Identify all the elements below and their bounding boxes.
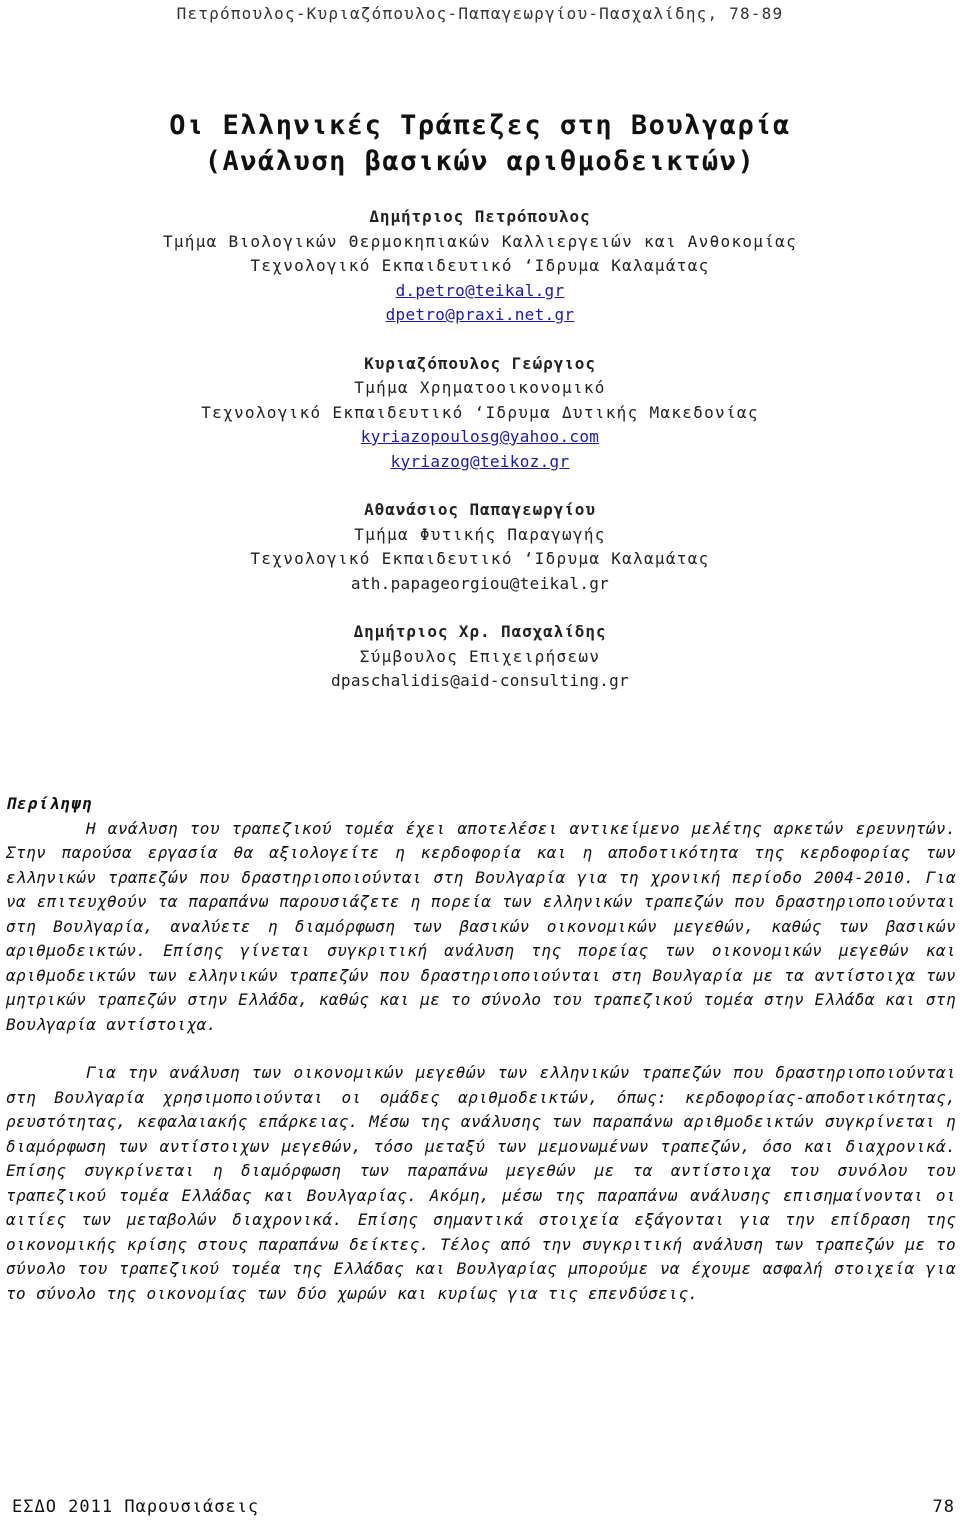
author-list	[0, 205, 960, 718]
author-email: dpaschalidis@aid-consulting.gr	[331, 671, 629, 690]
title-line-1: Οι Ελληνικές Τράπεζες στη Βουλγαρία	[169, 110, 791, 141]
author-email-link[interactable]: d.petro@teikal.gr	[395, 280, 565, 300]
footer-publication: ΕΣΔΟ 2011 Παρουσιάσεις	[12, 1497, 260, 1517]
author-institution: Τεχνολογικό Εκπαιδευτικό ‘Ιδρυμα Δυτικής Μακεδονίας	[201, 402, 759, 422]
author-block-papageorgiou	[0, 498, 960, 596]
abstract-section	[6, 792, 956, 1306]
abstract-heading: Περίληψη	[6, 794, 93, 813]
paper-title	[0, 108, 960, 180]
author-email: ath.papageorgiou@teikal.gr	[350, 573, 610, 593]
author-name: Δημήτριος Χρ. Πασχαλίδης	[353, 622, 607, 641]
author-block-paschalidis	[0, 620, 960, 694]
author-name: Κυριαζόπουλος Γεώργιος	[364, 353, 596, 373]
abstract-paragraph: Για την ανάλυση των οικονομικών μεγεθών των ελληνικών τραπεζών που δραστηριοποιούνται στη Βουλγαρία χρησιμοποιούνται οι ομάδες αριθμοδεικτών, όπως: κερδοφορίας-αποδοτικότητας, ρευστότητας, κεφαλαιακής επάρκειας. Μέσω της ανάλυσης των παραπάνω αριθμοδεικτών συγκρίνεται η διαμόρφωση των αντίστοιχων μεγεθών, τόσο μεταξύ των μεμονωμένων τραπεζών, όσο και διαχρονικά. Επίσης συγκρίνεται η διαμόρφωση των παραπάνω μεγεθών με τα αντίστοιχα του συνόλου του τραπεζικού τομέα Ελλάδας και Βουλγαρίας. Ακόμη, μέσω της παραπάνω ανάλυσης επισημαίνονται οι αιτίες των μεταβολών διαχρονικά. Επίσης σημαντικά στοιχεία εξάγονται για την επίδραση της οικονομικής κρίσης στους παραπάνω δείκτες. Τέλος από την συγκριτική ανάλυση των τραπεζών με το σύνολο του τραπεζικού τομέα της Ελλάδας και Βουλγαρίας μπορούμε να έχουμε ασφαλή στοιχεία για το σύνολο της οικονομίας των δύο χωρών και κυρίως για τις επενδύσεις.	[6, 1063, 956, 1303]
author-block-kyriazopoulos	[0, 352, 960, 475]
author-name: Δημήτριος Πετρόπουλος	[369, 207, 591, 226]
page-footer	[12, 1497, 955, 1517]
page-number: 78	[932, 1497, 955, 1517]
author-department: Τμήμα Βιολογικών Θερμοκηπιακών Καλλιεργειών και Ανθοκομίας	[162, 231, 798, 251]
author-institution: Τεχνολογικό Εκπαιδευτικό ‘Ιδρυμα Καλαμάτας	[250, 256, 710, 275]
author-department: Τμήμα Χρηματοοικονομικό	[354, 378, 606, 397]
author-block-petropoulos	[0, 205, 960, 328]
abstract-paragraph: Η ανάλυση του τραπεζικού τομέα έχει αποτελέσει αντικείμενο μελέτης αρκετών ερευνητών. Στην παρούσα εργασία θα αξιολογείτε η κερδοφορία και η αποδοτικότητα της κερδοφορίας των ελληνικών τραπεζών που δραστηριοποιούνται στη Βουλγαρία για τη χρονική περίοδο 2004-2010. Για να επιτευχθούν τα παραπάνω παρουσιάζετε η πορεία των ελληνικών τραπεζών που δραστηριοποιούνται στη Βουλγαρία, αναλύετε η διαμόρφωση των βασικών οικονομικών μεγεθών, καθώς των βασικών αριθμοδεικτών. Επίσης γίνεται συγκριτική ανάλυση της πορείας των οικονομικών μεγεθών και αριθμοδεικτών των ελληνικών τραπεζών που δραστηριοποιούνται στη Βουλγαρία με τα αντίστοιχα των μητρικών τραπεζών στην Ελλάδα, καθώς και με το σύνολο του τραπεζικού τομέα στην Ελλάδα και στη Βουλγαρία αντίστοιχα.	[6, 818, 956, 1034]
title-line-2: (Ανάλυση βασικών αριθμοδεικτών)	[204, 146, 756, 177]
author-name: Αθανάσιος Παπαγεωργίου	[364, 500, 596, 519]
author-email-link[interactable]: kyriazopoulosg@yahoo.com	[360, 427, 600, 446]
author-institution: Τεχνολογικό Εκπαιδευτικό ‘Ιδρυμα Καλαμάτας	[250, 549, 710, 568]
author-department: Σύμβουλος Επιχειρήσεων	[359, 646, 601, 666]
running-head: Πετρόπουλος-Κυριαζόπουλος-Παπαγεωργίου-Πασχαλίδης, 78-89	[176, 4, 784, 23]
author-email-link[interactable]: dpetro@praxi.net.gr	[385, 305, 575, 324]
author-department: Τμήμα Φυτικής Παραγωγής	[354, 524, 606, 544]
author-email-link[interactable]: kyriazog@teikoz.gr	[390, 451, 570, 471]
